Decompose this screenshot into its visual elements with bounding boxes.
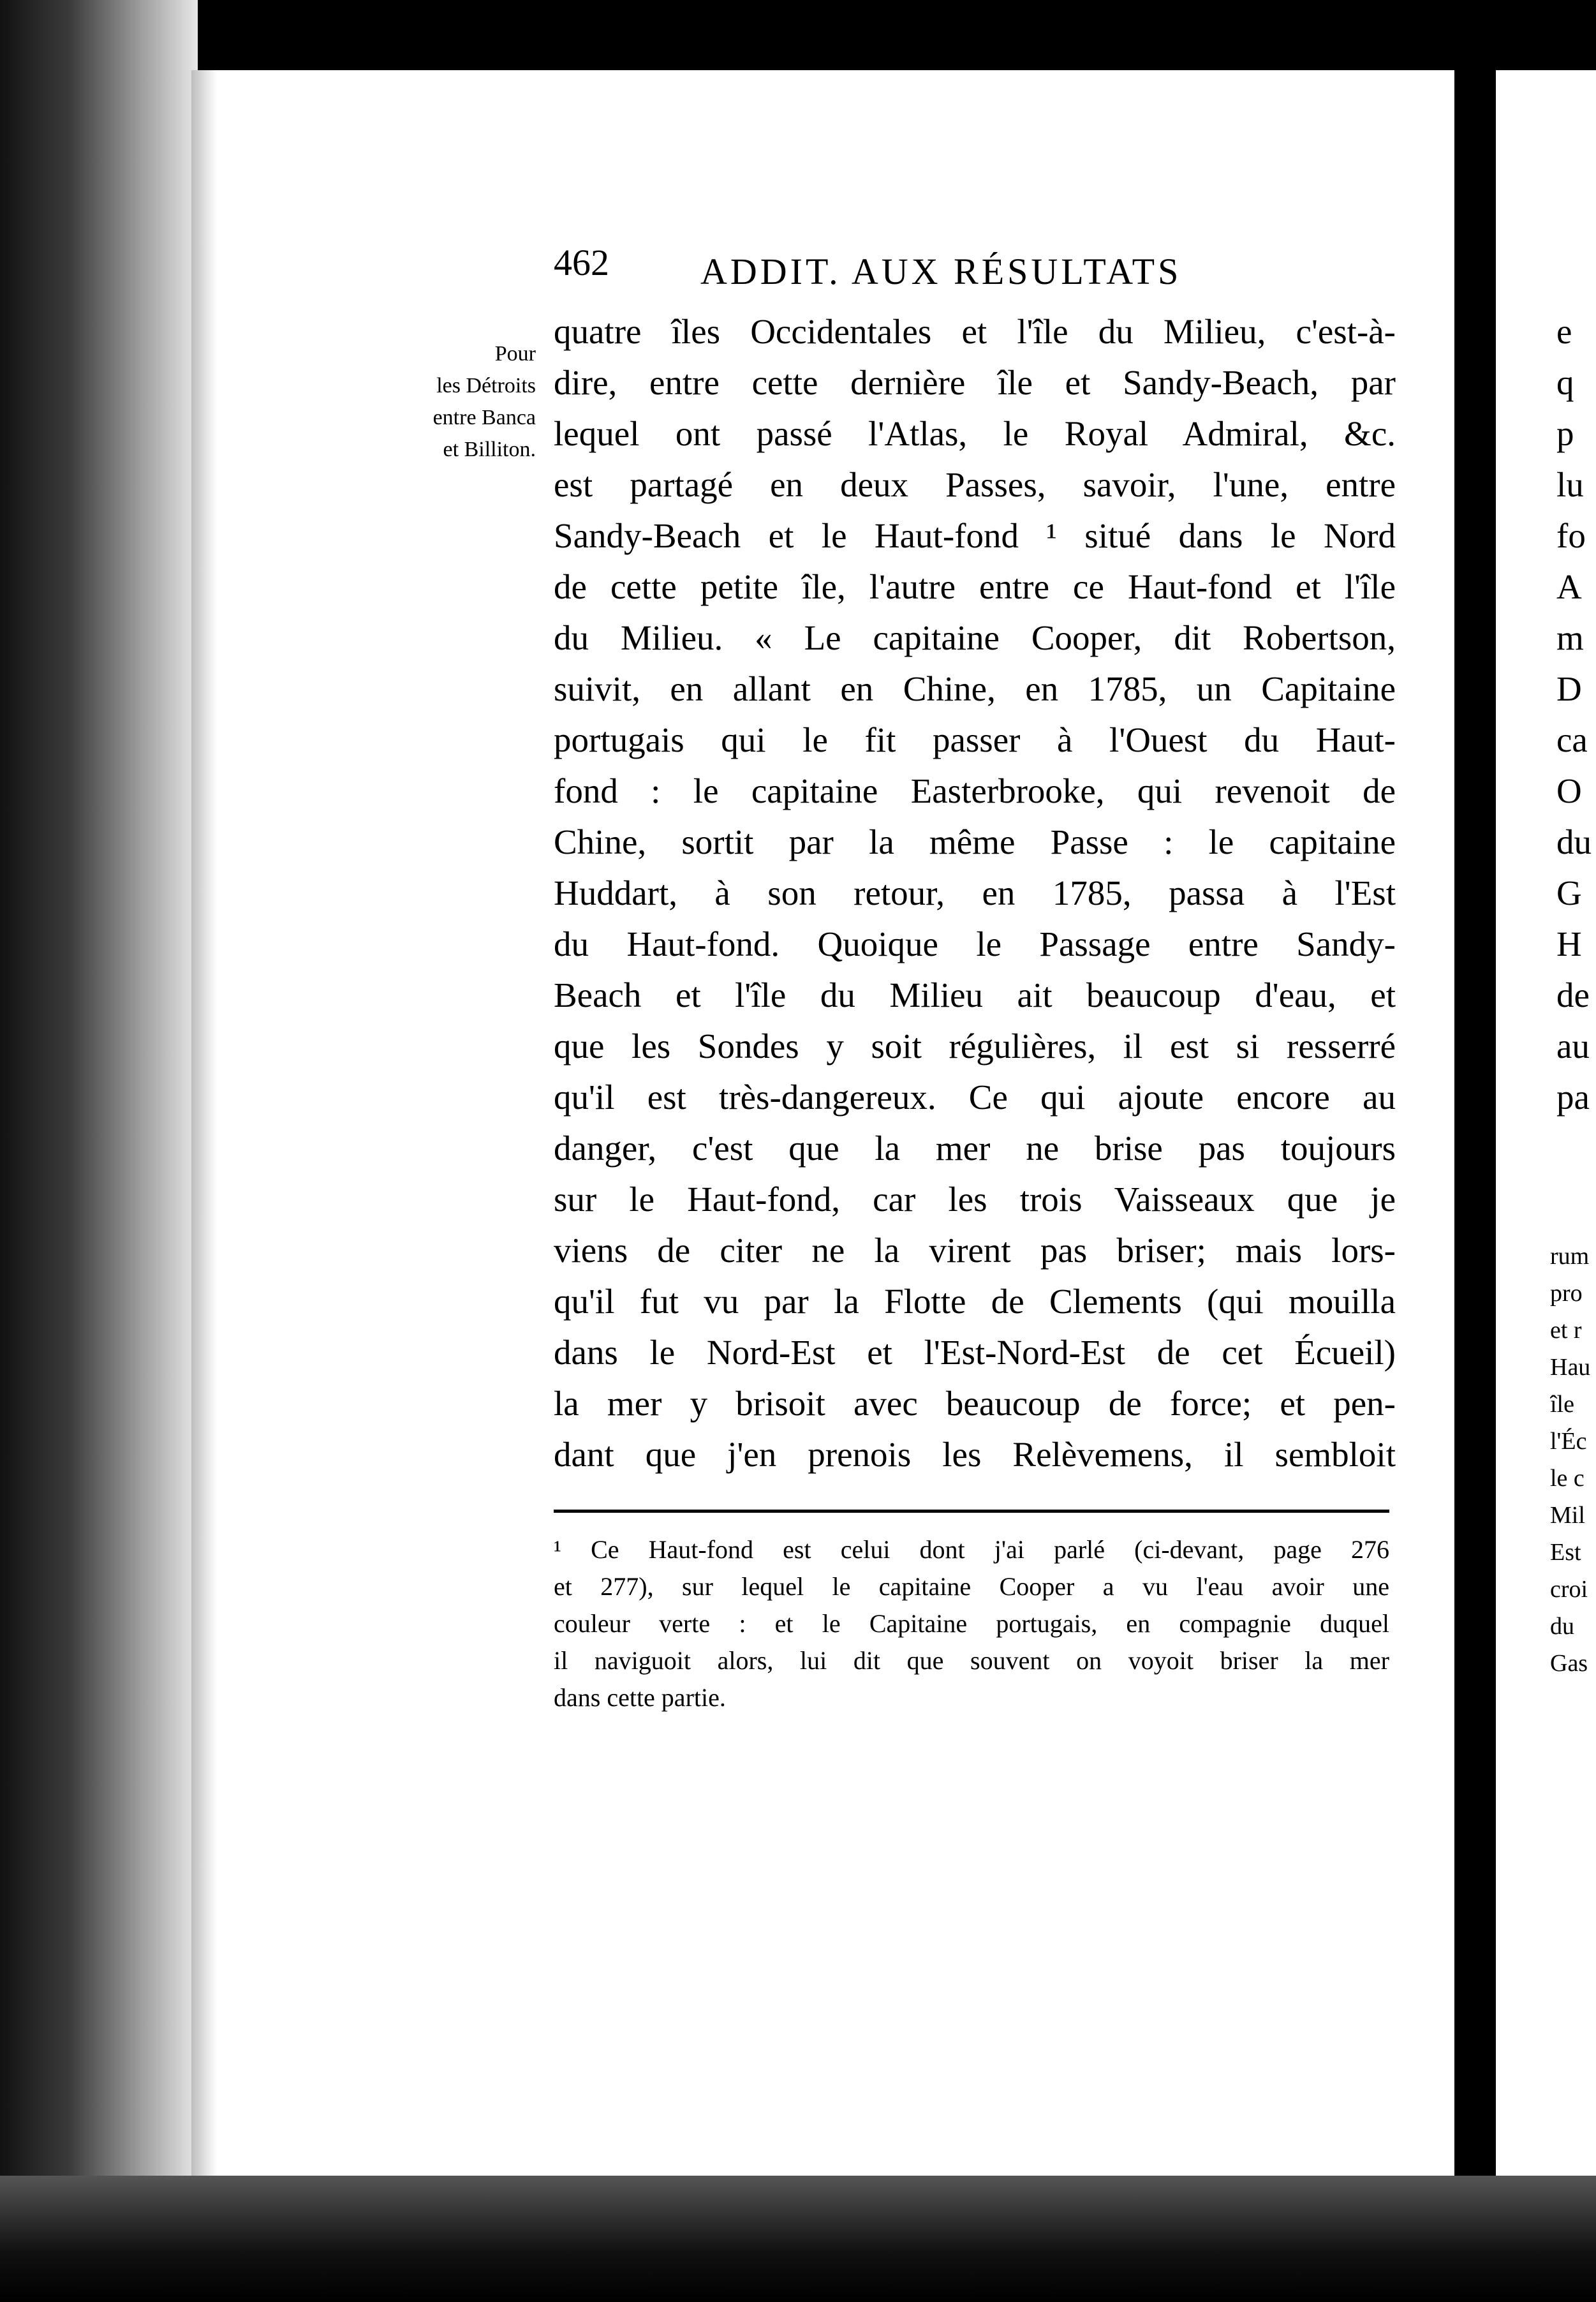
- page-gap: [1454, 64, 1496, 2208]
- facing-line: ca: [1556, 720, 1588, 759]
- facing-page-footnote: [1550, 1238, 1596, 1682]
- body-line: Huddart, à son retour, en 1785, passa à l'Est: [554, 873, 1396, 912]
- footnote-line: couleur verte : et le Capitaine portugais, en compagnie duquel: [554, 1609, 1389, 1638]
- body-line: dans le Nord-Est et l'Est-Nord-Est de cet Écueil): [554, 1333, 1396, 1372]
- facing-footnote-line: Mil: [1550, 1502, 1585, 1529]
- margin-note-line: et Billiton.: [443, 438, 536, 461]
- scan-top-border: [0, 0, 1596, 70]
- facing-footnote-line: rum: [1550, 1243, 1590, 1270]
- footnote-line: et 277), sur lequel le capitaine Cooper a vu l'eau avoir une: [554, 1572, 1389, 1601]
- facing-footnote-line: du: [1550, 1613, 1574, 1640]
- body-line: danger, c'est que la mer ne brise pas toujours: [554, 1129, 1396, 1168]
- body-line: fond : le capitaine Easterbrooke, qui revenoit de: [554, 771, 1396, 810]
- facing-line: fo: [1556, 516, 1586, 555]
- facing-line: e: [1556, 312, 1572, 351]
- footnote-line: ¹ Ce Haut-fond est celui dont j'ai parlé (ci-devant, page 276: [554, 1535, 1389, 1564]
- facing-footnote-line: Hau: [1550, 1354, 1591, 1381]
- body-line: dire, entre cette dernière île et Sandy-Beach, par: [554, 363, 1396, 402]
- margin-note-line: entre Banca: [432, 406, 536, 429]
- facing-footnote-line: l'Éc: [1550, 1428, 1587, 1455]
- footnote: [554, 1531, 1389, 1716]
- facing-footnote-line: croi: [1550, 1576, 1588, 1603]
- body-line: dant que j'en prenois les Relèvemens, il sembloit: [554, 1435, 1396, 1474]
- footnote-rule: [554, 1510, 1389, 1513]
- margin-note-line: les Détroits: [436, 374, 536, 397]
- body-line: sur le Haut-fond, car les trois Vaisseaux que je: [554, 1180, 1396, 1219]
- body-line: Sandy-Beach et le Haut-fond ¹ situé dans le Nord: [554, 516, 1396, 555]
- footnote-line: il naviguoit alors, lui dit que souvent on voyoit briser la mer: [554, 1646, 1389, 1675]
- facing-footnote-line: et r: [1550, 1317, 1582, 1344]
- facing-footnote-line: Est: [1550, 1539, 1581, 1566]
- facing-page-text: [1556, 306, 1596, 1123]
- facing-footnote-line: île: [1550, 1391, 1574, 1418]
- book-spine-edge: [0, 0, 198, 2302]
- facing-line: A: [1556, 567, 1582, 606]
- body-line: du Milieu. « Le capitaine Cooper, dit Robertson,: [554, 618, 1396, 657]
- facing-line: p: [1556, 414, 1574, 453]
- page-number: 462: [554, 242, 609, 283]
- margin-note-line: Pour: [494, 342, 536, 366]
- facing-line: pa: [1556, 1078, 1590, 1117]
- body-line: suivit, en allant en Chine, en 1785, un Capitaine: [554, 669, 1396, 708]
- scan-bottom-border: [0, 2176, 1596, 2302]
- body-line: lequel ont passé l'Atlas, le Royal Admiral, &c.: [554, 414, 1396, 453]
- facing-footnote-line: pro: [1550, 1280, 1583, 1307]
- page-gutter-shadow: [191, 70, 217, 2176]
- facing-line: D: [1556, 669, 1582, 708]
- body-line: Chine, sortit par la même Passe : le capitaine: [554, 822, 1396, 861]
- facing-line: du: [1556, 822, 1592, 861]
- body-line: du Haut-fond. Quoique le Passage entre Sandy-: [554, 925, 1396, 963]
- facing-line: lu: [1556, 465, 1584, 504]
- body-line: est partagé en deux Passes, savoir, l'une, entre: [554, 465, 1396, 504]
- facing-line: de: [1556, 976, 1590, 1014]
- facing-line: H: [1556, 925, 1582, 963]
- body-line: la mer y brisoit avec beaucoup de force; et pen-: [554, 1384, 1396, 1423]
- facing-footnote-line: le c: [1550, 1465, 1585, 1492]
- body-line: portugais qui le fit passer à l'Ouest du Haut-: [554, 720, 1396, 759]
- running-head: ADDIT. AUX RÉSULTATS: [700, 251, 1182, 292]
- body-line: que les Sondes y soit régulières, il est si resserré: [554, 1027, 1396, 1066]
- body-text: [554, 306, 1396, 1480]
- body-line: Beach et l'île du Milieu ait beaucoup d'eau, et: [554, 976, 1396, 1014]
- facing-line: G: [1556, 873, 1582, 912]
- body-line: qu'il est très-dangereux. Ce qui ajoute encore au: [554, 1078, 1396, 1117]
- facing-line: au: [1556, 1027, 1590, 1066]
- footnote-line: dans cette partie.: [554, 1683, 726, 1712]
- body-line: de cette petite île, l'autre entre ce Haut-fond et l'île: [554, 567, 1396, 606]
- facing-line: q: [1556, 363, 1574, 402]
- margin-note: [357, 338, 536, 466]
- body-line: viens de citer ne la virent pas briser; mais lors-: [554, 1231, 1396, 1270]
- facing-footnote-line: Gas: [1550, 1650, 1588, 1677]
- facing-line: m: [1556, 618, 1584, 657]
- facing-line: O: [1556, 771, 1582, 810]
- body-line: quatre îles Occidentales et l'île du Milieu, c'est-à-: [554, 312, 1396, 351]
- body-line: qu'il fut vu par la Flotte de Clements (qui mouilla: [554, 1282, 1396, 1321]
